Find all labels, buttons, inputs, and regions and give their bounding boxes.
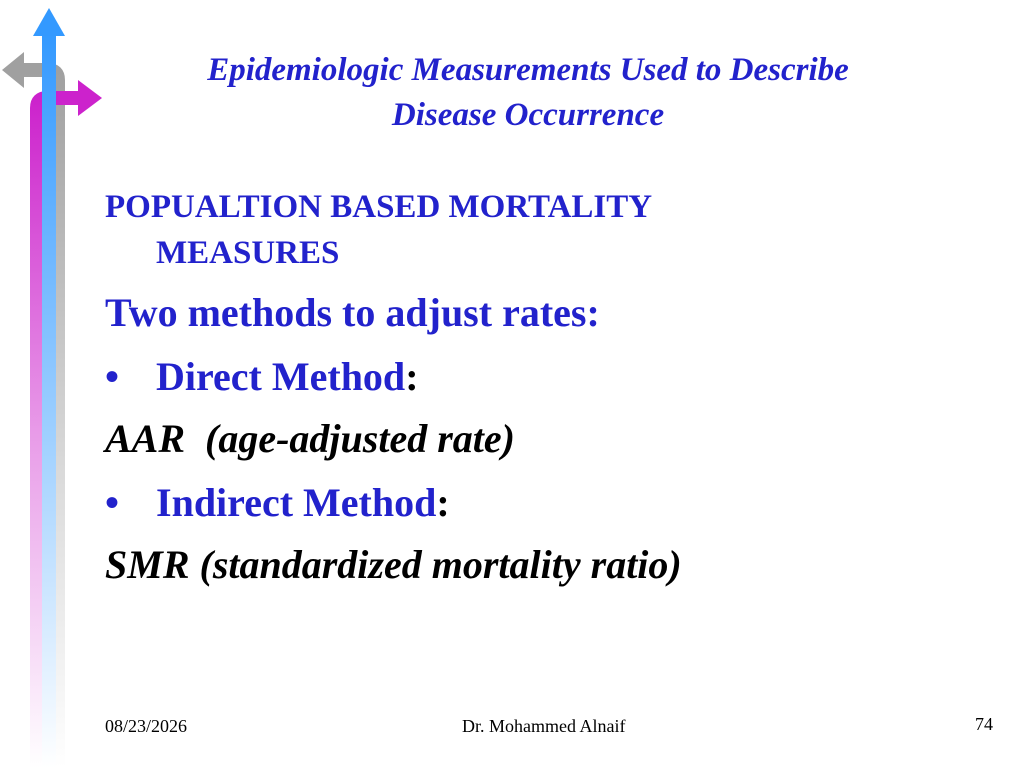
direct-method-colon: : bbox=[405, 354, 419, 399]
slide-title bbox=[100, 48, 956, 138]
bullet-direct-method bbox=[105, 352, 419, 402]
slide-title-line-1: Epidemiologic Measurements Used to Describe bbox=[207, 52, 849, 88]
methods-heading: Two methods to adjust rates: bbox=[105, 290, 600, 335]
direct-method-label: Direct Method bbox=[156, 354, 406, 399]
subheading-line-1: POPUALTION BASED MORTALITY bbox=[105, 189, 653, 225]
footer-author: Dr. Mohammed Alnaif bbox=[462, 716, 626, 736]
slide-title-line-2: Disease Occurrence bbox=[391, 97, 665, 133]
bullet-icon: • bbox=[105, 354, 120, 399]
footer-date: 08/23/2026 bbox=[105, 716, 188, 736]
smr-definition: SMR (standardized mortality ratio) bbox=[105, 542, 682, 587]
indirect-method-colon: : bbox=[436, 480, 450, 525]
aar-definition: AAR (age-adjusted rate) bbox=[105, 416, 515, 461]
bullet-icon: • bbox=[105, 480, 120, 525]
indirect-method-label: Indirect Method bbox=[156, 480, 437, 525]
decorative-arrows bbox=[0, 0, 110, 768]
bullet-indirect-method bbox=[105, 478, 450, 528]
footer-page-number: 74 bbox=[975, 714, 993, 734]
subheading bbox=[105, 184, 825, 276]
subheading-line-2: MEASURES bbox=[156, 235, 340, 271]
